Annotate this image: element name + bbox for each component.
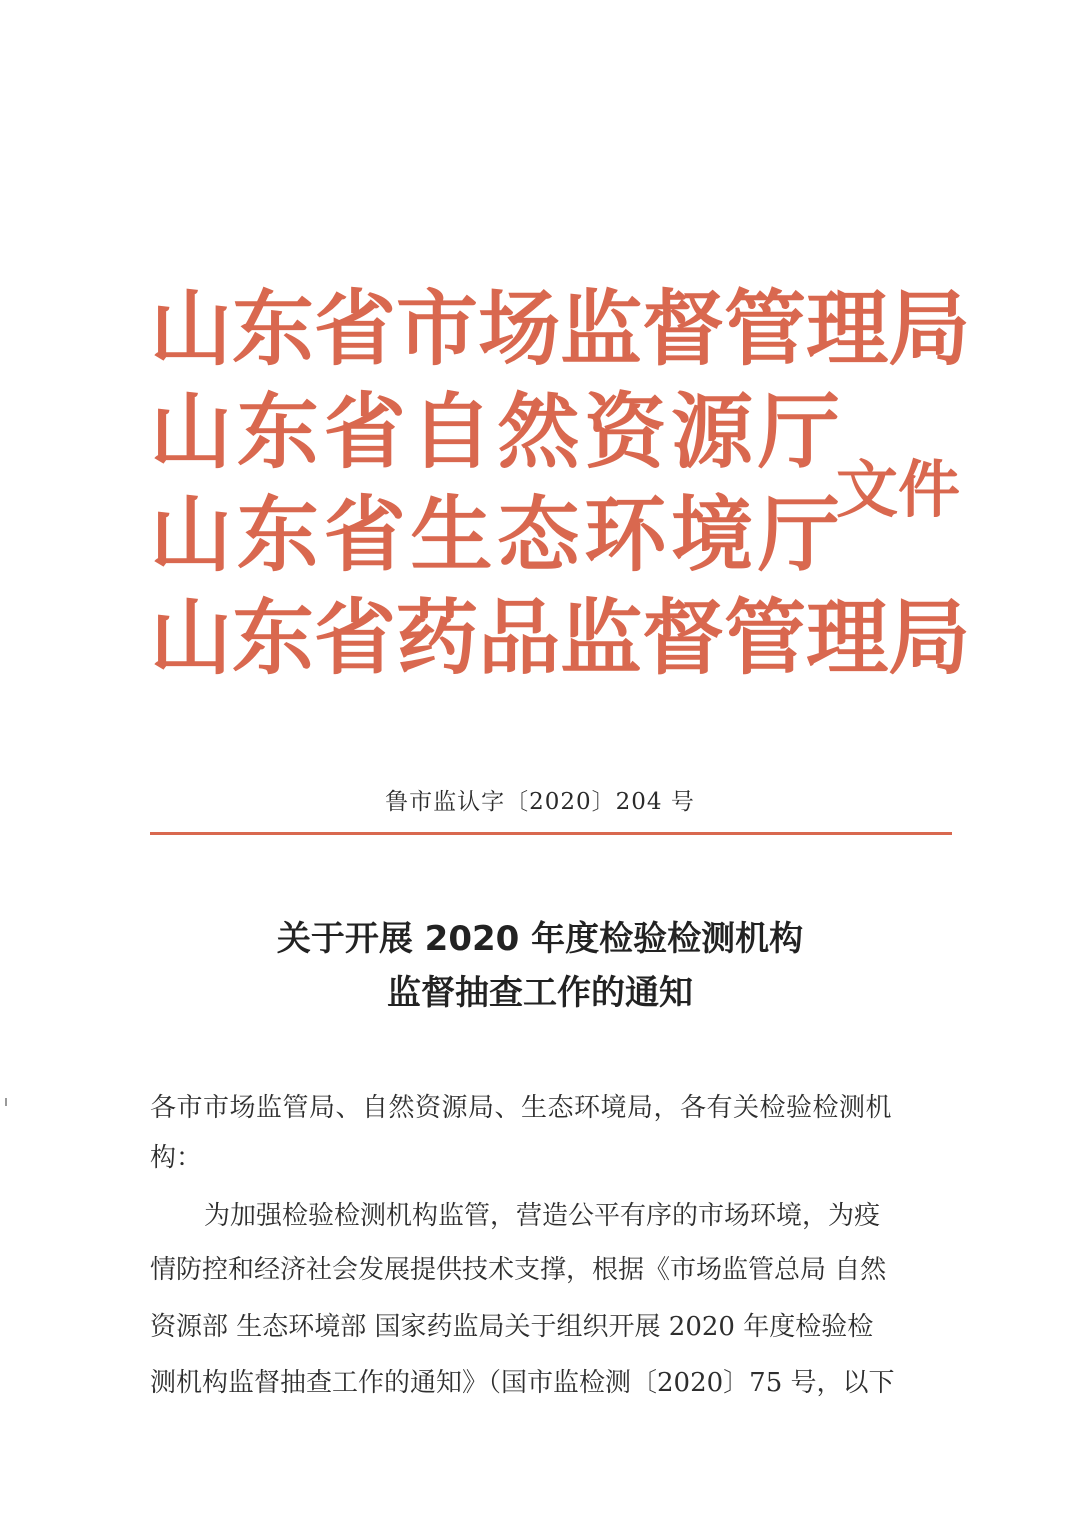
issuer-char: 省 bbox=[314, 282, 397, 377]
issuer-char: 局 bbox=[888, 591, 971, 686]
issuer-char: 管 bbox=[724, 282, 807, 377]
issuer-char: 东 bbox=[232, 591, 315, 686]
issuer-char: 监 bbox=[560, 591, 643, 686]
paragraph-line: 为加强检验检测机构监管，营造公平有序的市场环境，为疫 bbox=[204, 1201, 881, 1231]
issuer-header bbox=[0, 0, 1080, 700]
issuer-char: 局 bbox=[888, 282, 971, 377]
issuer-line-drug-administration bbox=[150, 589, 971, 689]
issuer-line-natural-resources bbox=[150, 383, 840, 483]
issuer-char: 东 bbox=[236, 488, 319, 583]
issuer-char: 药 bbox=[396, 591, 479, 686]
issuer-char: 省 bbox=[323, 488, 406, 583]
issuer-char: 资 bbox=[584, 385, 667, 480]
issuer-char: 态 bbox=[497, 488, 580, 583]
paragraph-line: 情防控和经济社会发展提供技术支撑，根据《市场监管总局 自然 bbox=[150, 1255, 887, 1285]
issuer-char: 场 bbox=[478, 282, 561, 377]
issuer-char: 生 bbox=[410, 488, 493, 583]
issuer-char: 源 bbox=[671, 385, 754, 480]
issuer-line-ecology-environment bbox=[150, 486, 840, 586]
paragraph-line: 测机构监督抽查工作的通知》（国市监检测〔2020〕75 号，以下 bbox=[150, 1368, 895, 1398]
issuer-char: 境 bbox=[671, 488, 754, 583]
issuer-char: 理 bbox=[806, 591, 889, 686]
recipient-line-1: 各市市场监管局、自然资源局、生态环境局，各有关检验检测机 bbox=[150, 1093, 893, 1123]
issuer-char: 督 bbox=[642, 591, 725, 686]
paragraph-line: 资源部 生态环境部 国家药监局关于组织开展 2020 年度检验检 bbox=[150, 1312, 874, 1342]
issuer-char: 自 bbox=[410, 385, 493, 480]
issuer-char: 东 bbox=[232, 282, 315, 377]
issuer-char: 山 bbox=[150, 282, 233, 377]
document-number: 鲁市监认字〔2020〕204 号 bbox=[385, 789, 695, 815]
issuer-char: 管 bbox=[724, 591, 807, 686]
issuer-char: 山 bbox=[150, 591, 233, 686]
scan-edge-mark bbox=[5, 1098, 7, 1106]
issuer-char: 理 bbox=[806, 282, 889, 377]
issuer-char: 环 bbox=[584, 488, 667, 583]
issuer-char: 品 bbox=[478, 591, 561, 686]
issuer-char: 省 bbox=[323, 385, 406, 480]
issuer-char: 监 bbox=[560, 282, 643, 377]
document-word: 文件 bbox=[836, 453, 961, 526]
issuer-char: 然 bbox=[497, 385, 580, 480]
issuer-char: 山 bbox=[150, 488, 233, 583]
red-divider bbox=[150, 832, 952, 835]
issuer-char: 市 bbox=[396, 282, 479, 377]
issuer-char: 省 bbox=[314, 591, 397, 686]
issuer-char: 厅 bbox=[757, 488, 840, 583]
issuer-char: 山 bbox=[150, 385, 233, 480]
issuer-line-market-regulation bbox=[150, 280, 971, 380]
document-title-line-1: 关于开展 2020 年度检验检测机构 bbox=[276, 919, 804, 959]
issuer-char: 督 bbox=[642, 282, 725, 377]
issuer-char: 厅 bbox=[757, 385, 840, 480]
issuer-char: 东 bbox=[236, 385, 319, 480]
document-title-line-2: 监督抽查工作的通知 bbox=[387, 973, 693, 1013]
recipient-line-2: 构： bbox=[150, 1143, 203, 1173]
